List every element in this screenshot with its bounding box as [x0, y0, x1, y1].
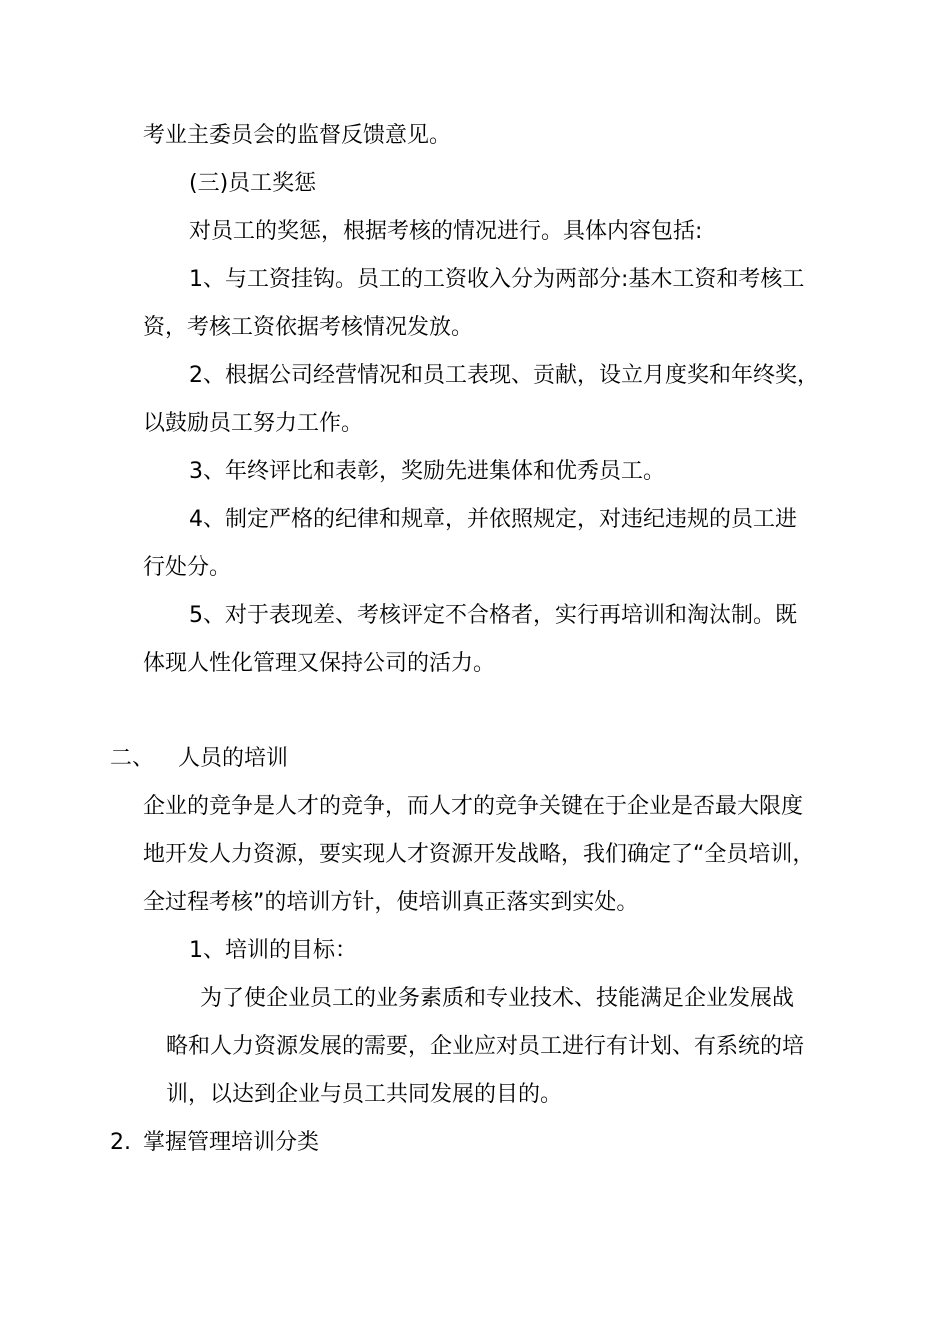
section-2-paragraph-line-2: 地开发人力资源，要实现人才资源开发战略，我们确定了“全员培训，: [143, 842, 815, 867]
list-item-2-line-1: 2、根据公司经营情况和员工表现、贡献，设立月度奖和年终奖，: [189, 363, 819, 388]
list-item-3-line-1: 3、年终评比和表彰，奖励先进集体和优秀员工。: [189, 459, 665, 484]
training-category-heading: 掌握管理培训分类: [143, 1130, 320, 1155]
subheading-rewards-penalties: (三)员工奖惩: [189, 171, 317, 196]
list-item-2-line-2: 以鼓励员工努力工作。: [143, 411, 364, 436]
training-goal-line-2: 略和人力资源发展的需要，企业应对员工进行有计划、有系统的培: [166, 1034, 805, 1059]
list-item-5-line-2: 体现人性化管理又保持公司的活力。: [143, 651, 496, 676]
section-2-title: 人员的培训: [178, 746, 289, 771]
list-item-4-line-1: 4、制定严格的纪律和规章，并依照规定，对违纪违规的员工进: [189, 507, 797, 532]
list-item-5-line-1: 5、对于表现差、考核评定不合格者，实行再培训和淘汰制。既: [189, 603, 797, 628]
section-2-number: 二、: [110, 746, 155, 771]
paragraph-continuation: 考业主委员会的监督反馈意见。: [143, 123, 452, 148]
training-goal-line-1: 为了使企业员工的业务素质和专业技术、技能满足企业发展战: [200, 986, 795, 1011]
training-goal-line-3: 训，以达到企业与员工共同发展的目的。: [166, 1082, 563, 1107]
training-goal-heading: 1、培训的目标：: [189, 938, 357, 963]
intro-paragraph: 对员工的奖惩，根据考核的情况进行。具体内容包括:: [189, 219, 703, 244]
training-category-number: 2.: [110, 1130, 131, 1155]
list-item-1-line-2: 资，考核工资依据考核情况发放。: [143, 315, 474, 340]
list-item-4-line-2: 行处分。: [143, 555, 232, 580]
section-2-paragraph-line-1: 企业的竞争是人才的竞争，而人才的竞争关键在于企业是否最大限度: [143, 794, 804, 819]
section-2-paragraph-line-3: 全过程考核”的培训方针，使培训真正落实到实处。: [143, 890, 639, 915]
list-item-1-line-1: 1、与工资挂钩。员工的工资收入分为两部分:基木工资和考核工: [189, 267, 805, 292]
